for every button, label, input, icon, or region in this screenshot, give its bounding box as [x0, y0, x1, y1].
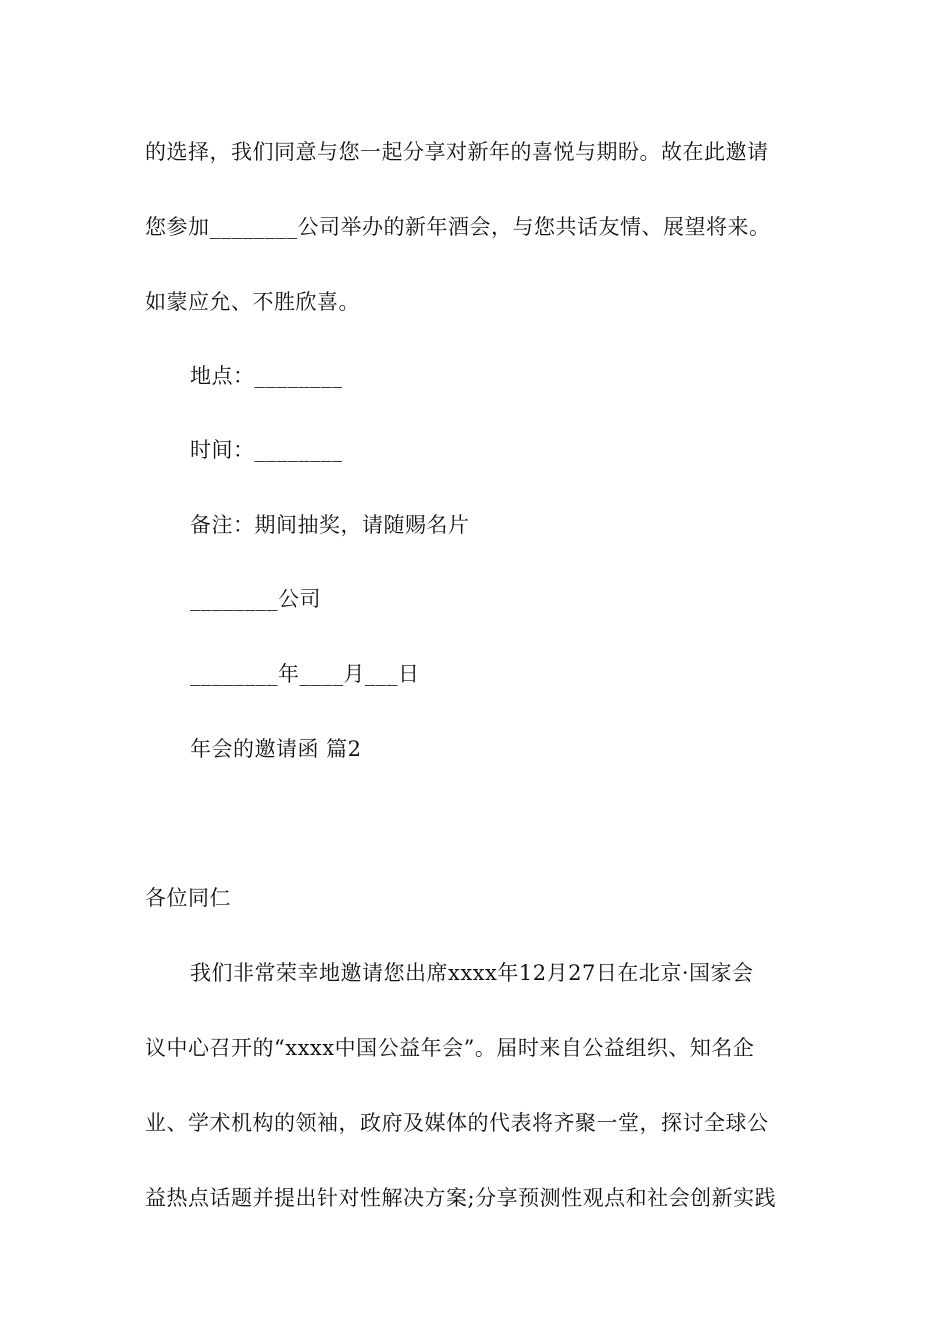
- body-text-line: 如蒙应允、不胜欣喜。: [145, 290, 360, 314]
- location-line: 地点：________: [190, 364, 343, 388]
- body-text-line: 业、学术机构的领袖，政府及媒体的代表将齐聚一堂，探讨全球公: [145, 1111, 769, 1135]
- date-line: ________年____月___日: [190, 662, 420, 686]
- body-text-line: 的选择，我们同意与您一起分享对新年的喜悦与期盼。故在此邀请: [145, 140, 769, 164]
- time-line: 时间：________: [190, 438, 343, 462]
- body-text-line: 益热点话题并提出针对性解决方案;分享预测性观点和社会创新实践: [145, 1186, 777, 1210]
- company-signature-line: ________公司: [190, 587, 321, 611]
- note-line: 备注：期间抽奖，请随赐名片: [190, 513, 470, 537]
- section-heading: 年会的邀请函 篇2: [190, 737, 362, 761]
- body-text-line: 您参加________公司举办的新年酒会，与您共话友情、展望将来。: [145, 215, 771, 239]
- body-text-line: 我们非常荣幸地邀请您出席xxxx年12月27日在北京·国家会: [190, 961, 754, 985]
- body-text-line: 议中心召开的“xxxx中国公益年会”。届时来自公益组织、知名企: [145, 1036, 755, 1060]
- salutation: 各位同仁: [145, 886, 231, 910]
